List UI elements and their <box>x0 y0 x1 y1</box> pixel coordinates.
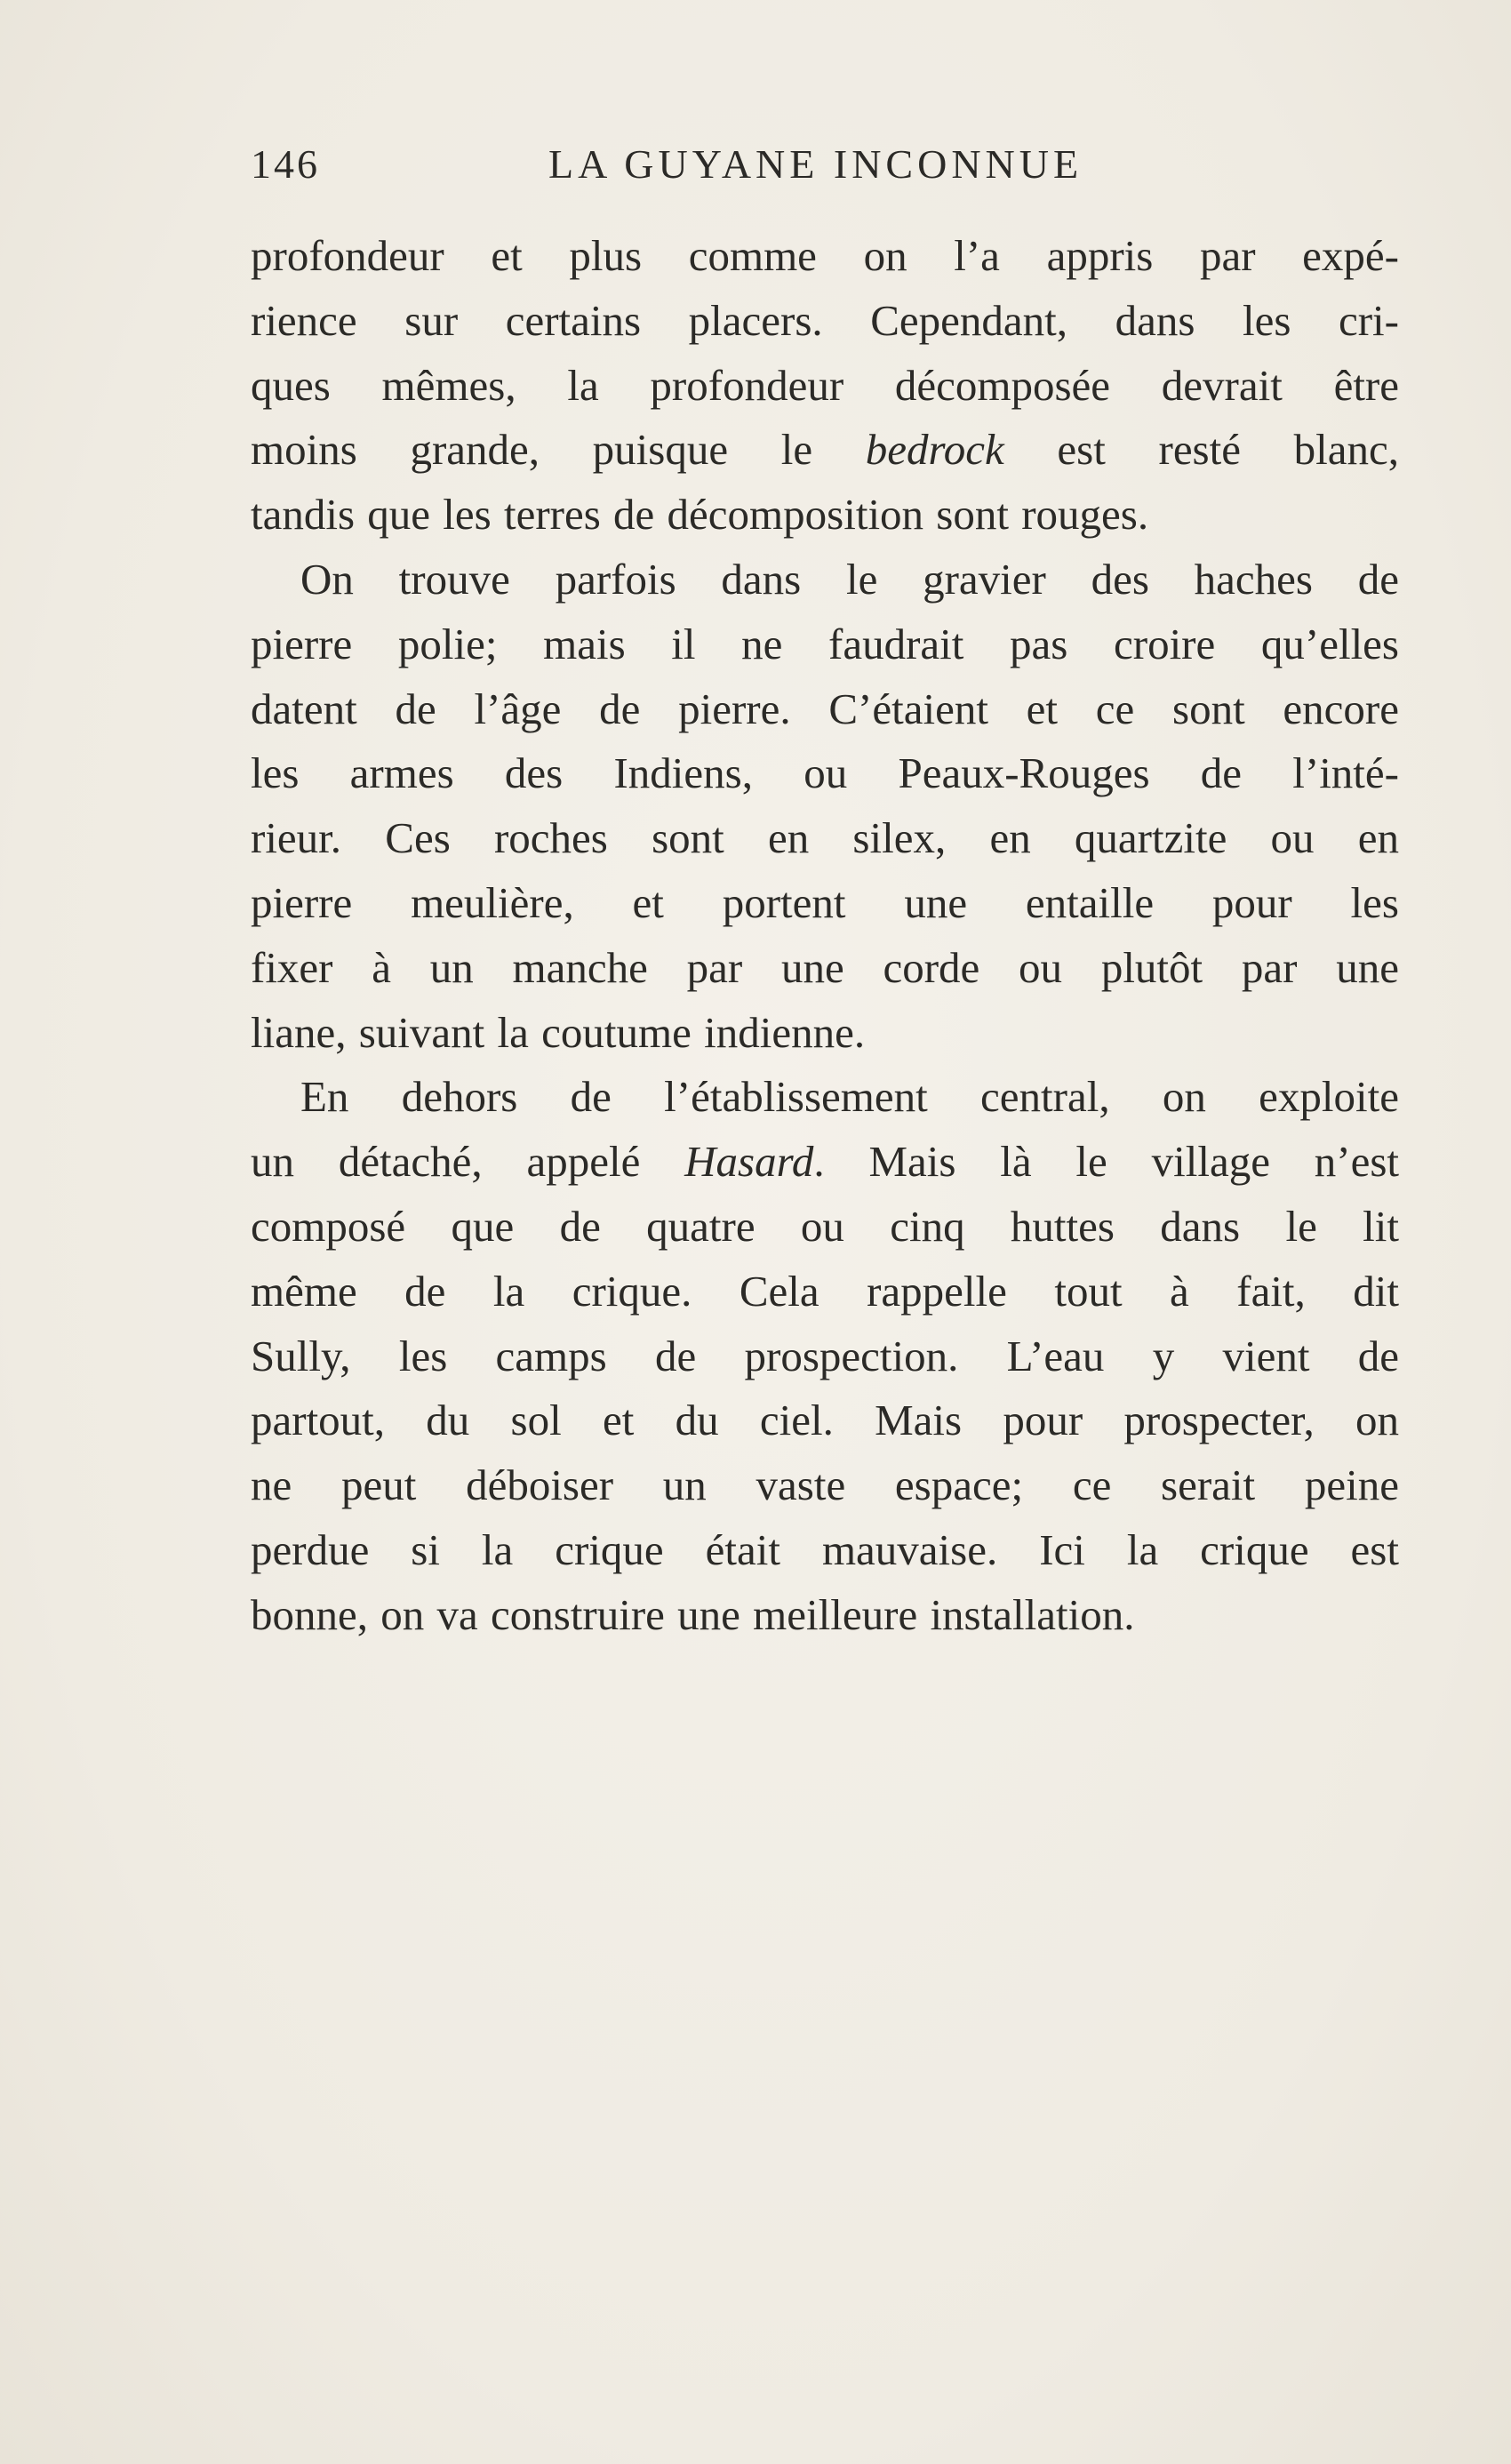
text-line: composé que de quatre ou cinq huttes dans le lit <box>251 1201 1399 1251</box>
text-line: moins grande, puisque le bedrock est resté blanc, <box>251 425 1400 475</box>
paragraph <box>251 1065 1399 1647</box>
text-line: un détaché, appelé Hasard. Mais là le village n’est <box>251 1137 1399 1187</box>
body-text <box>251 224 1399 1648</box>
text-line: tandis que les terres de décomposition sont rouges. <box>251 490 1149 540</box>
italic-term: bedrock <box>865 425 1004 475</box>
running-title: LA GUYANE INCONNUE <box>548 141 1083 187</box>
text-line: On trouve parfois dans le gravier des haches de <box>300 554 1399 604</box>
text-line: pierre polie; mais il ne faudrait pas croire qu’elles <box>251 619 1399 668</box>
page-number: 146 <box>251 141 320 187</box>
text-line: même de la crique. Cela rappelle tout à fait, dit <box>251 1266 1399 1316</box>
text-line: liane, suivant la coutume indienne. <box>251 1007 866 1057</box>
text-line: ne peut déboiser un vaste espace; ce serait peine <box>251 1460 1399 1510</box>
text-line: Sully, les camps de prospection. L’eau y vient de <box>251 1331 1399 1380</box>
text-line: datent de l’âge de pierre. C’étaient et ce sont encore <box>251 684 1399 733</box>
text-line: rieur. Ces roches sont en silex, en quartzite ou en <box>251 813 1399 863</box>
text-line: fixer à un manche par une corde ou plutôt par une <box>251 942 1399 992</box>
text-line: partout, du sol et du ciel. Mais pour prospecter, on <box>251 1396 1399 1445</box>
paragraph <box>251 224 1399 548</box>
paragraph <box>251 548 1399 1065</box>
text-line: ques mêmes, la profondeur décomposée devrait être <box>251 360 1399 410</box>
text-line: rience sur certains placers. Cependant, dans les cri- <box>251 295 1399 345</box>
text-line: profondeur et plus comme on l’a appris par expé- <box>251 231 1399 280</box>
italic-term: Hasard <box>684 1137 814 1187</box>
running-header <box>251 140 1399 194</box>
text-line: perdue si la crique était mauvaise. Ici la crique est <box>251 1524 1399 1574</box>
text-line: En dehors de l’établissement central, on exploite <box>300 1072 1399 1122</box>
text-line: bonne, on va construire une meilleure installation. <box>251 1589 1135 1639</box>
text-line: les armes des Indiens, ou Peaux-Rouges de l’inté- <box>251 748 1399 798</box>
text-line: pierre meulière, et portent une entaille pour les <box>251 877 1399 927</box>
